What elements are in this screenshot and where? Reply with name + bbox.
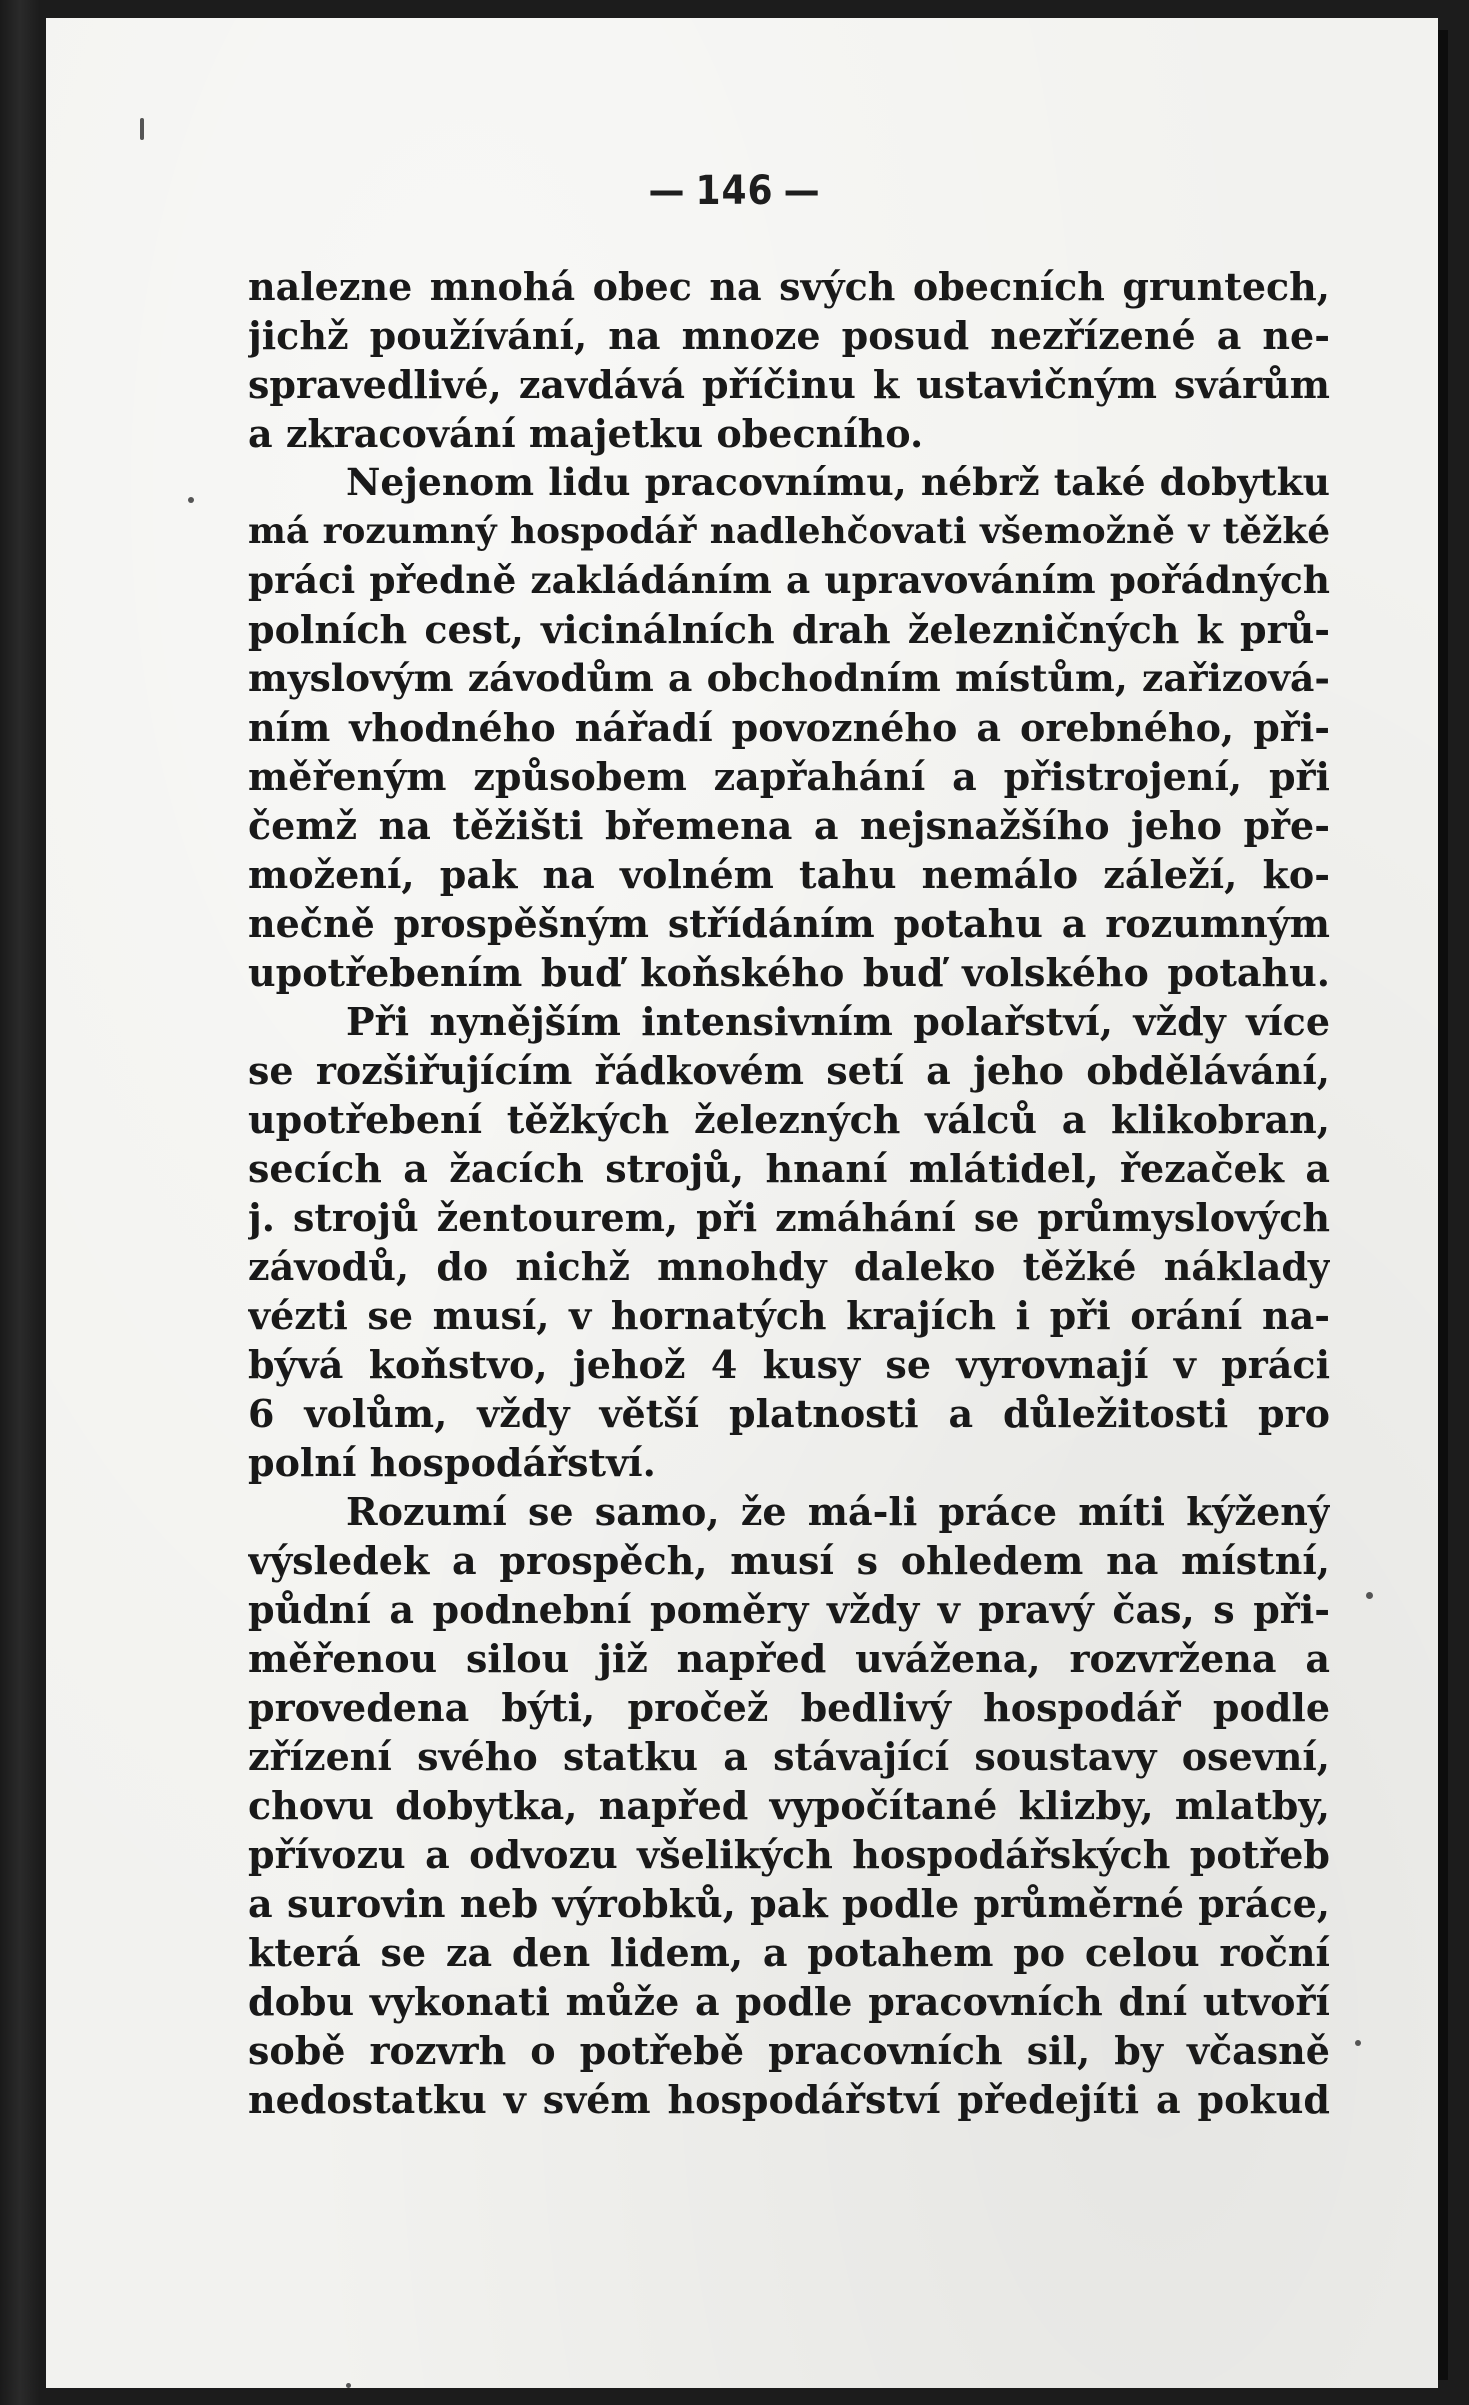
text-line: možení, pak na volném tahu nemálo záleží, ko- <box>248 852 1330 897</box>
page-number-value: 146 <box>695 168 774 214</box>
dust-speck <box>188 497 194 503</box>
dust-speck <box>140 118 144 140</box>
text-line: j. strojů žentourem, při zmáhání se průmyslových <box>248 1195 1330 1240</box>
text-line: měřeným způsobem zapřahání a přistrojení, při <box>248 754 1330 799</box>
text-line: nalezne mnohá obec na svých obecních gruntech, <box>248 264 1330 309</box>
text-line: Při nynějším intensivním polařství, vždy více <box>346 999 1330 1044</box>
text-line: práci předně zakládáním a upravováním pořádných <box>248 558 1330 602</box>
body-text <box>248 262 1330 2124</box>
page-number <box>0 168 1469 214</box>
page-number-dash-right: — <box>783 168 821 214</box>
text-line: upotřebením buď koňského buď volského potahu. <box>248 950 1330 995</box>
text-line: Nejenom lidu pracovnímu, nébrž také dobytku <box>346 460 1330 504</box>
text-line: se rozšiřujícím řádkovém setí a jeho obdělávání, <box>248 1048 1330 1093</box>
text-line: závodů, do nichž mnohdy daleko těžké náklady <box>248 1244 1330 1289</box>
page-edge-shadow <box>1438 30 1448 2380</box>
text-line: výsledek a prospěch, musí s ohledem na místní, <box>248 1538 1330 1583</box>
text-line: chovu dobytka, napřed vypočítané klizby, mlatby, <box>248 1783 1330 1828</box>
text-line: spravedlivé, zavdává příčinu k ustavičným svárům <box>248 362 1330 407</box>
text-line: secích a žacích strojů, hnaní mlátidel, řezaček a <box>248 1146 1330 1191</box>
text-line: která se za den lidem, a potahem po celou roční <box>248 1930 1330 1975</box>
text-line: má rozumný hospodář nadlehčovati všemožně v těžké <box>248 510 1330 552</box>
text-line: zřízení svého statku a stávající soustavy osevní, <box>248 1734 1330 1779</box>
text-line: nečně prospěšným střídáním potahu a rozumným <box>248 901 1330 946</box>
text-line: a zkracování majetku obecního. <box>248 411 924 456</box>
text-line: dobu vykonati může a podle pracovních dní utvoří <box>248 1979 1330 2024</box>
page-number-dash-left: — <box>648 168 686 214</box>
text-line: a surovin neb výrobků, pak podle průměrné práce, <box>248 1881 1330 1926</box>
text-line: polních cest, vicinálních drah železničných k prů- <box>248 607 1330 652</box>
text-line: půdní a podnební poměry vždy v pravý čas, s při- <box>248 1587 1330 1632</box>
text-line: vézti se musí, v hornatých krajích i při orání na- <box>248 1293 1330 1338</box>
text-line: myslovým závodům a obchodním místům, zařizová- <box>248 656 1330 700</box>
text-line: upotřebení těžkých železných válců a klikobran, <box>248 1097 1330 1142</box>
text-line: jichž používání, na mnoze posud nezřízené a ne- <box>248 313 1330 358</box>
text-line: přívozu a odvozu všelikých hospodářských potřeb <box>248 1832 1330 1877</box>
text-line: nedostatku v svém hospodářství předejíti a pokud <box>248 2077 1330 2122</box>
text-line: 6 volům, vždy větší platnosti a důležitosti pro <box>248 1391 1330 1436</box>
text-line: polní hospodářství. <box>248 1440 656 1485</box>
text-line: měřenou silou již napřed uvážena, rozvržena a <box>248 1636 1330 1681</box>
dust-speck <box>1366 1592 1373 1599</box>
text-line: provedena býti, pročež bedlivý hospodář podle <box>248 1685 1330 1730</box>
text-line: sobě rozvrh o potřebě pracovních sil, by včasně <box>248 2028 1330 2073</box>
text-line: bývá koňstvo, jehož 4 kusy se vyrovnají v práci <box>248 1342 1330 1387</box>
text-line: ním vhodného nářadí povozného a orebného, při- <box>248 705 1330 750</box>
dust-speck <box>1355 2040 1361 2046</box>
text-line: Rozumí se samo, že má-li práce míti kýžený <box>346 1489 1330 1534</box>
dust-speck <box>346 2383 351 2388</box>
text-line: čemž na těžišti břemena a nejsnažšího jeho pře- <box>248 803 1330 848</box>
